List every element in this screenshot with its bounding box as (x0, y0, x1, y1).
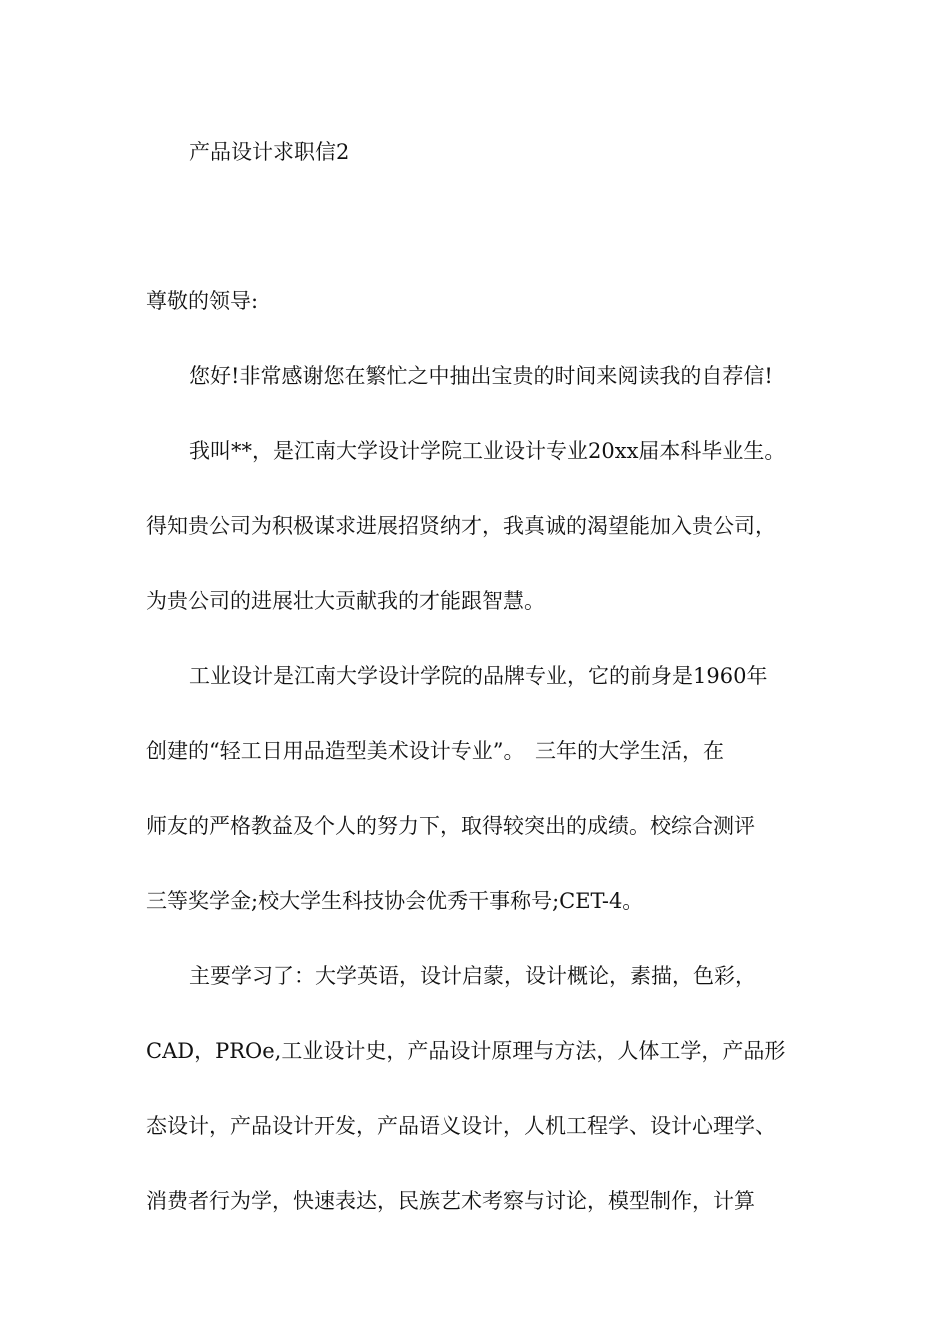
body-line: 工业设计是江南大学设计学院的品牌专业，它的前身是1960年 (189, 664, 768, 688)
body-line: 三等奖学金;校大学生科技协会优秀干事称号;CET-4。 (146, 889, 644, 913)
body-line: 您好!非常感谢您在繁忙之中抽出宝贵的时间来阅读我的自荐信! (189, 364, 773, 388)
body-line: CAD，PROe,工业设计史，产品设计原理与方法，人体工学，产品形 (146, 1039, 786, 1063)
salutation: 尊敬的领导: (146, 289, 259, 313)
body-line: 消费者行为学，快速表达，民族艺术考察与讨论，模型制作，计算 (146, 1189, 755, 1213)
body-line: 创建的“轻工日用品造型美术设计专业”。 三年的大学生活，在 (146, 739, 724, 763)
body-line: 态设计，产品设计开发，产品语义设计，人机工程学、设计心理学、 (146, 1114, 776, 1138)
body-line: 我叫**，是江南大学设计学院工业设计专业20xx届本科毕业生。 (189, 439, 786, 463)
body-line: 师友的严格教益及个人的努力下，取得较突出的成绩。校综合测评 (146, 814, 755, 838)
body-line: 得知贵公司为积极谋求进展招贤纳才，我真诚的渴望能加入贵公司， (146, 514, 776, 538)
body-line: 主要学习了：大学英语，设计启蒙，设计概论，素描，色彩， (189, 964, 756, 988)
body-line: 为贵公司的进展壮大贡献我的才能跟智慧。 (146, 589, 545, 613)
document-title: 产品设计求职信2 (189, 140, 350, 164)
